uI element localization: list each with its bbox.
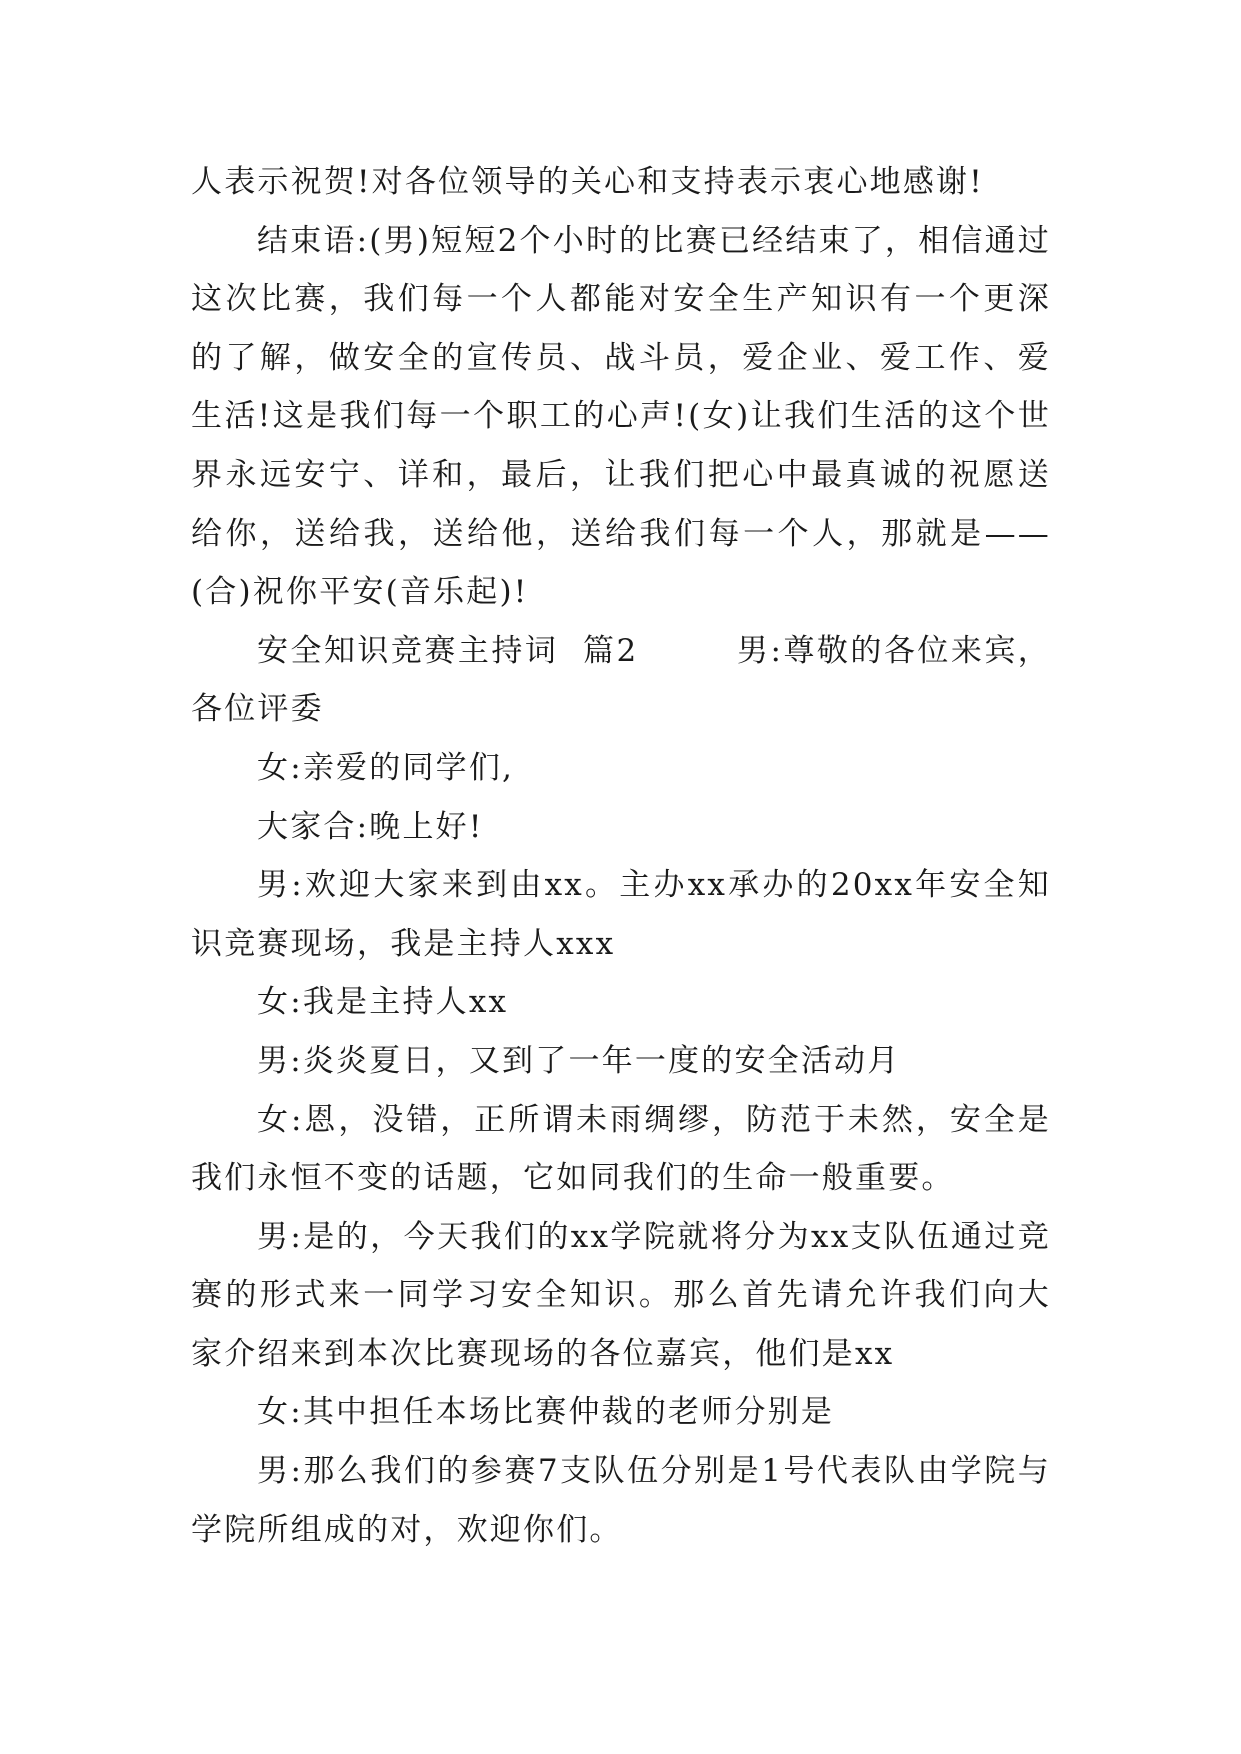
paragraph-female-judges: 女:其中担任本场比赛仲裁的老师分别是 [257, 1394, 835, 1431]
paragraph-section-heading: 安全知识竞赛主持词 篇2 男:尊敬的各位来宾，各位评委 [191, 632, 1051, 728]
paragraph-male-teams: 男:那么我们的参赛7支队伍分别是1号代表队由学院与学院所组成的对，欢迎你们。 [191, 1453, 1051, 1548]
paragraph-together-greeting: 大家合:晚上好! [257, 808, 484, 845]
paragraph-female-greeting: 女:亲爱的同学们, [257, 749, 515, 786]
paragraph-female-safety: 女:恩，没错，正所谓未雨绸缪，防范于未然，安全是我们永恒不变的话题，它如同我们的生命一般重要。 [191, 1101, 1051, 1197]
paragraph-female-intro: 女:我是主持人xx [257, 984, 509, 1021]
paragraph-closing-remarks: 结束语:(男)短短2个小时的比赛已经结束了，相信通过这次比赛，我们每一个人都能对安全生产知识有一个更深的了解，做安全的宣传员、战斗员，爱企业、爱工作、爱生活!这是我们每一个职工的心声!(女)让我们生活的这个世界永远安宁、详和，最后，让我们把心中最真诚的祝愿送给你，送给我，送给他，送给我们每一个人，那就是——(合)祝你平安(音乐起)! [191, 222, 1051, 611]
paragraph-male-summer: 男:炎炎夏日，又到了一年一度的安全活动月 [257, 1042, 901, 1079]
paragraph-closing-thanks: 人表示祝贺!对各位领导的关心和支持表示衷心地感谢! [191, 164, 984, 200]
paragraph-male-competition: 男:是的，今天我们的xx学院就将分为xx支队伍通过竞赛的形式来一同学习安全知识。那么首先请允许我们向大家介绍来到本次比赛现场的各位嘉宾，他们是xx [191, 1218, 1051, 1372]
paragraph-male-welcome: 男:欢迎大家来到由xx。主办xx承办的20xx年安全知识竞赛现场，我是主持人xxx [191, 867, 1051, 962]
document-body [191, 153, 1051, 1559]
